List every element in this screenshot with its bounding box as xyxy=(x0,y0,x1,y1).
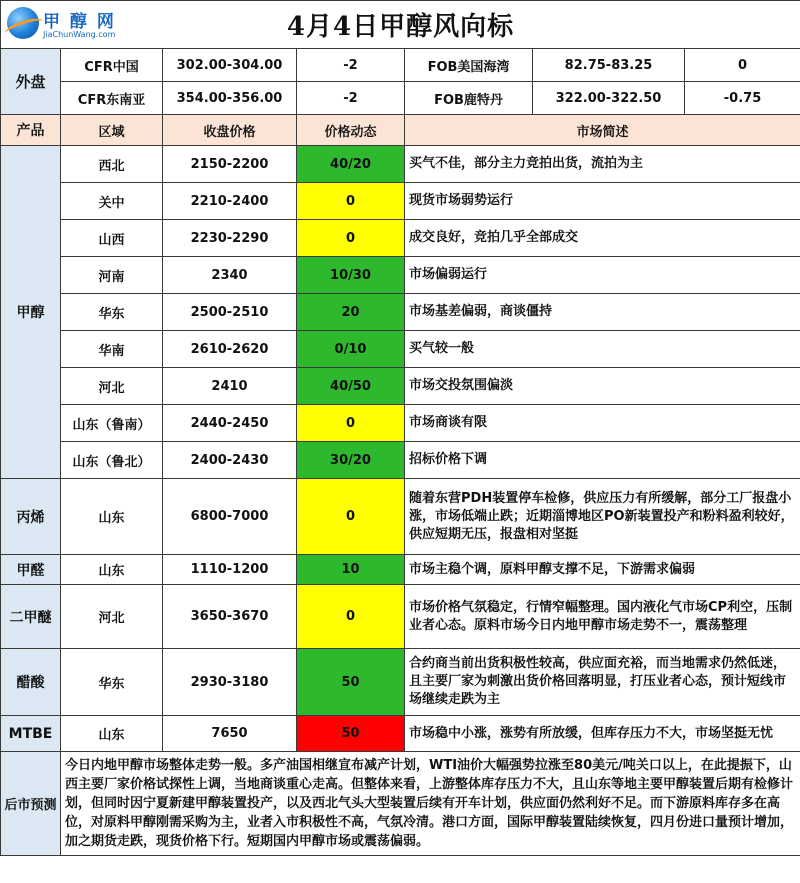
dynamic-cell: 0 xyxy=(297,585,405,649)
price-cell: 2150-2200 xyxy=(163,146,297,183)
header-description: 市场简述 xyxy=(405,115,800,146)
header-dynamic: 价格动态 xyxy=(297,115,405,146)
header-price: 收盘价格 xyxy=(163,115,297,146)
methanol-row xyxy=(1,146,800,183)
dynamic-cell: 0 xyxy=(297,183,405,220)
region-cell: 山东 xyxy=(61,479,163,555)
methanol-row xyxy=(1,368,800,405)
outer-price: 302.00-304.00 xyxy=(163,49,297,82)
price-cell: 2340 xyxy=(163,257,297,294)
product-label: 醋酸 xyxy=(1,649,61,716)
jiachunwang-logo xyxy=(7,5,117,43)
region-cell: 山西 xyxy=(61,220,163,257)
product-row xyxy=(1,555,800,585)
other-products-section xyxy=(1,479,800,752)
region-cell: 山东（鲁南） xyxy=(61,405,163,442)
methanol-row xyxy=(1,257,800,294)
page-title: 4月4日甲醇风向标 xyxy=(286,12,515,42)
description-cell: 市场价格气氛稳定，行情窄幅整理。国内液化气市场CP利空，压制业者心态。原料市场今日内地甲醇市场走势不一，震荡整理 xyxy=(405,585,800,649)
outer-label: 外盘 xyxy=(1,49,61,115)
outer-change: -0.75 xyxy=(685,82,800,115)
price-cell: 2930-3180 xyxy=(163,649,297,716)
outer-market-name: FOB美国海湾 xyxy=(405,49,533,82)
methanol-row xyxy=(1,442,800,479)
description-cell: 合约商当前出货积极性较高，供应面充裕，而当地需求仍然低迷，且主要厂家为刺激出货价格回落明显，打压业者心态，预计短线市场继续走跌为主 xyxy=(405,649,800,716)
forecast-row xyxy=(1,752,800,856)
outer-market-name: CFR中国 xyxy=(61,49,163,82)
region-cell: 河北 xyxy=(61,368,163,405)
outer-market-name: CFR东南亚 xyxy=(61,82,163,115)
price-cell: 2500-2510 xyxy=(163,294,297,331)
outer-change: -2 xyxy=(297,49,405,82)
price-cell: 2610-2620 xyxy=(163,331,297,368)
region-cell: 华东 xyxy=(61,649,163,716)
methanol-row xyxy=(1,331,800,368)
price-cell: 2440-2450 xyxy=(163,405,297,442)
price-cell: 1110-1200 xyxy=(163,555,297,585)
outer-change: -2 xyxy=(297,82,405,115)
product-label: 二甲醚 xyxy=(1,585,61,649)
dynamic-cell: 40/50 xyxy=(297,368,405,405)
price-cell: 6800-7000 xyxy=(163,479,297,555)
region-cell: 河北 xyxy=(61,585,163,649)
price-cell: 2230-2290 xyxy=(163,220,297,257)
region-cell: 河南 xyxy=(61,257,163,294)
price-cell: 2210-2400 xyxy=(163,183,297,220)
product-label: 甲醇 xyxy=(1,146,61,479)
outer-change: 0 xyxy=(685,49,800,82)
description-cell: 成交良好，竞拍几乎全部成交 xyxy=(405,220,800,257)
description-cell: 买气较一般 xyxy=(405,331,800,368)
description-cell: 现货市场弱势运行 xyxy=(405,183,800,220)
dynamic-cell: 0 xyxy=(297,405,405,442)
methanol-row xyxy=(1,220,800,257)
region-cell: 关中 xyxy=(61,183,163,220)
description-cell: 市场交投氛围偏淡 xyxy=(405,368,800,405)
header-product: 产品 xyxy=(1,115,61,146)
title-row xyxy=(1,1,800,49)
logo-chinese-name: 甲 醇 网 xyxy=(43,12,116,32)
region-cell: 山东（鲁北） xyxy=(61,442,163,479)
product-row xyxy=(1,716,800,752)
region-cell: 西北 xyxy=(61,146,163,183)
product-row xyxy=(1,585,800,649)
price-cell: 7650 xyxy=(163,716,297,752)
description-cell: 随着东营PDH装置停车检修，供应压力有所缓解，部分工厂报盘小涨，市场低端止跌；近期淄博地区PO新装置投产和粉料盈利较好，供应短期无压，报盘相对坚挺 xyxy=(405,479,800,555)
region-cell: 山东 xyxy=(61,716,163,752)
description-cell: 买气不佳，部分主力竞拍出货，流拍为主 xyxy=(405,146,800,183)
dynamic-cell: 40/20 xyxy=(297,146,405,183)
dynamic-cell: 30/20 xyxy=(297,442,405,479)
header-row xyxy=(1,115,800,146)
title-cell xyxy=(1,1,800,49)
description-cell: 招标价格下调 xyxy=(405,442,800,479)
price-cell: 3650-3670 xyxy=(163,585,297,649)
forecast-label: 后市预测 xyxy=(1,752,61,856)
dynamic-cell: 50 xyxy=(297,716,405,752)
description-cell: 市场偏弱运行 xyxy=(405,257,800,294)
description-cell: 市场稳中小涨，涨势有所放缓，但库存压力不大，市场坚挺无忧 xyxy=(405,716,800,752)
product-label: 丙烯 xyxy=(1,479,61,555)
product-label: MTBE xyxy=(1,716,61,752)
product-label: 甲醛 xyxy=(1,555,61,585)
methanol-row xyxy=(1,294,800,331)
dynamic-cell: 50 xyxy=(297,649,405,716)
outer-row-1 xyxy=(1,49,800,82)
dynamic-cell: 20 xyxy=(297,294,405,331)
description-cell: 市场基差偏弱，商谈僵持 xyxy=(405,294,800,331)
outer-price: 322.00-322.50 xyxy=(533,82,685,115)
region-cell: 华东 xyxy=(61,294,163,331)
header-region: 区域 xyxy=(61,115,163,146)
methanol-row xyxy=(1,183,800,220)
region-cell: 华南 xyxy=(61,331,163,368)
dynamic-cell: 0/10 xyxy=(297,331,405,368)
methanol-section xyxy=(1,146,800,479)
forecast-text: 今日内地甲醇市场整体走势一般。多产油国相继宣布减产计划，WTI油价大幅强势拉涨至80美元/吨关口以上，在此提振下，山西主要厂家价格试探性上调，当地商谈重心走高。但整体来看，上游整体库存压力不大，且山东等地主要甲醇装置后期有检修计划，但同时因宁夏新建甲醇装置投产，以及西北气头大型装置后续有开车计划，供应面仍然利好不足。而下游原料库存多在高位，对原料甲醇刚需采购为主，业者入市积极性不高，气氛冷清。港口方面，国际甲醇装置陆续恢复，四月份进口量预计增加，加之期货走跌，现货价格下行。短期国内甲醇市场或震荡偏弱。 xyxy=(61,752,800,856)
product-row xyxy=(1,649,800,716)
methanol-row xyxy=(1,405,800,442)
price-cell: 2400-2430 xyxy=(163,442,297,479)
dynamic-cell: 10 xyxy=(297,555,405,585)
region-cell: 山东 xyxy=(61,555,163,585)
description-cell: 市场主稳个调，原料甲醇支撑不足，下游需求偏弱 xyxy=(405,555,800,585)
dynamic-cell: 0 xyxy=(297,479,405,555)
outer-price: 82.75-83.25 xyxy=(533,49,685,82)
dynamic-cell: 0 xyxy=(297,220,405,257)
outer-row-2 xyxy=(1,82,800,115)
product-row xyxy=(1,479,800,555)
outer-market-name: FOB鹿特丹 xyxy=(405,82,533,115)
dynamic-cell: 10/30 xyxy=(297,257,405,294)
price-cell: 2410 xyxy=(163,368,297,405)
description-cell: 市场商谈有限 xyxy=(405,405,800,442)
outer-price: 354.00-356.00 xyxy=(163,82,297,115)
logo-domain: JiaChunWang.com xyxy=(43,30,116,39)
